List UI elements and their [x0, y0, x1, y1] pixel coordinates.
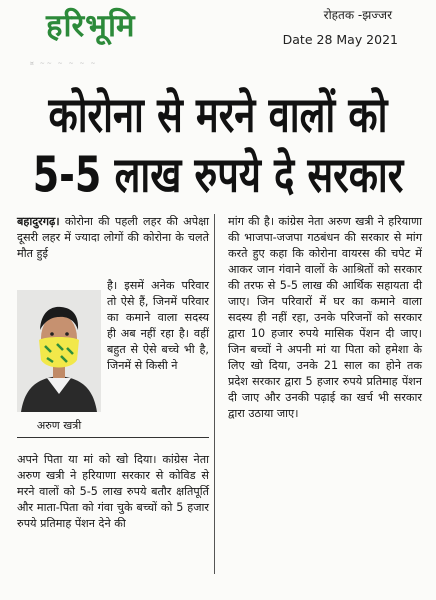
column-divider	[214, 214, 215, 574]
edition-label: रोहतक -झज्जर	[323, 8, 392, 22]
newspaper-logo: हरिभूमि	[46, 8, 136, 44]
headline-line-1: कोरोना से मरने वालों को	[48, 86, 388, 144]
article-text-intro: कोरोना की पहली लहर की अपेक्षा दूसरी लहर में ज्यादा लोगों की कोरोना के चलते मौत हुई	[17, 215, 209, 260]
masthead	[0, 0, 436, 67]
article-text-wrap: है। इसमें अनेक परिवार तो ऐसे हैं, जिनमें परिवार का कमाने वाला सदस्य ही अब नहीं रहा है। वहीं बहुत से ऐसे बच्चे भी है, जिनमें से किसी ने	[107, 279, 209, 372]
headline-line-2: 5-5 लाख रुपये दे सरकार	[32, 146, 404, 204]
date-label: Date 28 May 2021	[282, 32, 398, 47]
faded-header-text: ¤ ~~ ~ ~ ~ ~	[30, 60, 98, 67]
person-portrait-icon	[17, 290, 101, 412]
article-text-right: मांग की है। कांग्रेस नेता अरुण खत्री ने हरियाणा की भाजपा-जजपा गठबंधन की सरकार से मांग करते हुए कहा कि कोरोना वायरस की चपेट में आकर जान गंवाने वालों के आश्रितों को सरकार की तरफ से 5-5 लाख की आर्थिक सहायता दी जाए। जिन परिवारों में घर का कमाने वाला सदस्य ही नहीं रहा, उनके परिजनों को सरकार द्वारा 10 हजार रुपये मासिक पेंशन दी जाए। जिन बच्चों ने अपनी मां या पिता को हमेशा के लिए खो दिया, उनके 21 साल का होने तक प्रदेश सरकार द्वारा 5 हजार रुपये प्रतिमाह पेंशन दी जाए और उनकी पढ़ाई का खर्च भी सरकार द्वारा उठाया जाए।	[228, 215, 422, 420]
person-photo	[17, 290, 101, 412]
caption-rule	[17, 437, 209, 438]
photo-caption: अरुण खत्री	[36, 419, 82, 432]
article-left-top	[17, 214, 209, 262]
article-dateline: बहादुरगढ़।	[17, 215, 60, 228]
article-text-left-bottom: अपने पिता या मां को खो दिया। कांग्रेस नेता अरुण खत्री ने हरियाणा सरकार से कोविड से मरने वालों को 5-5 लाख रुपये बतौर क्षतिपूर्ति और माता-पिता को गंवा चुके बच्चों को 5 हजार रुपये प्रतिमाह पेंशन देने की	[17, 453, 209, 530]
